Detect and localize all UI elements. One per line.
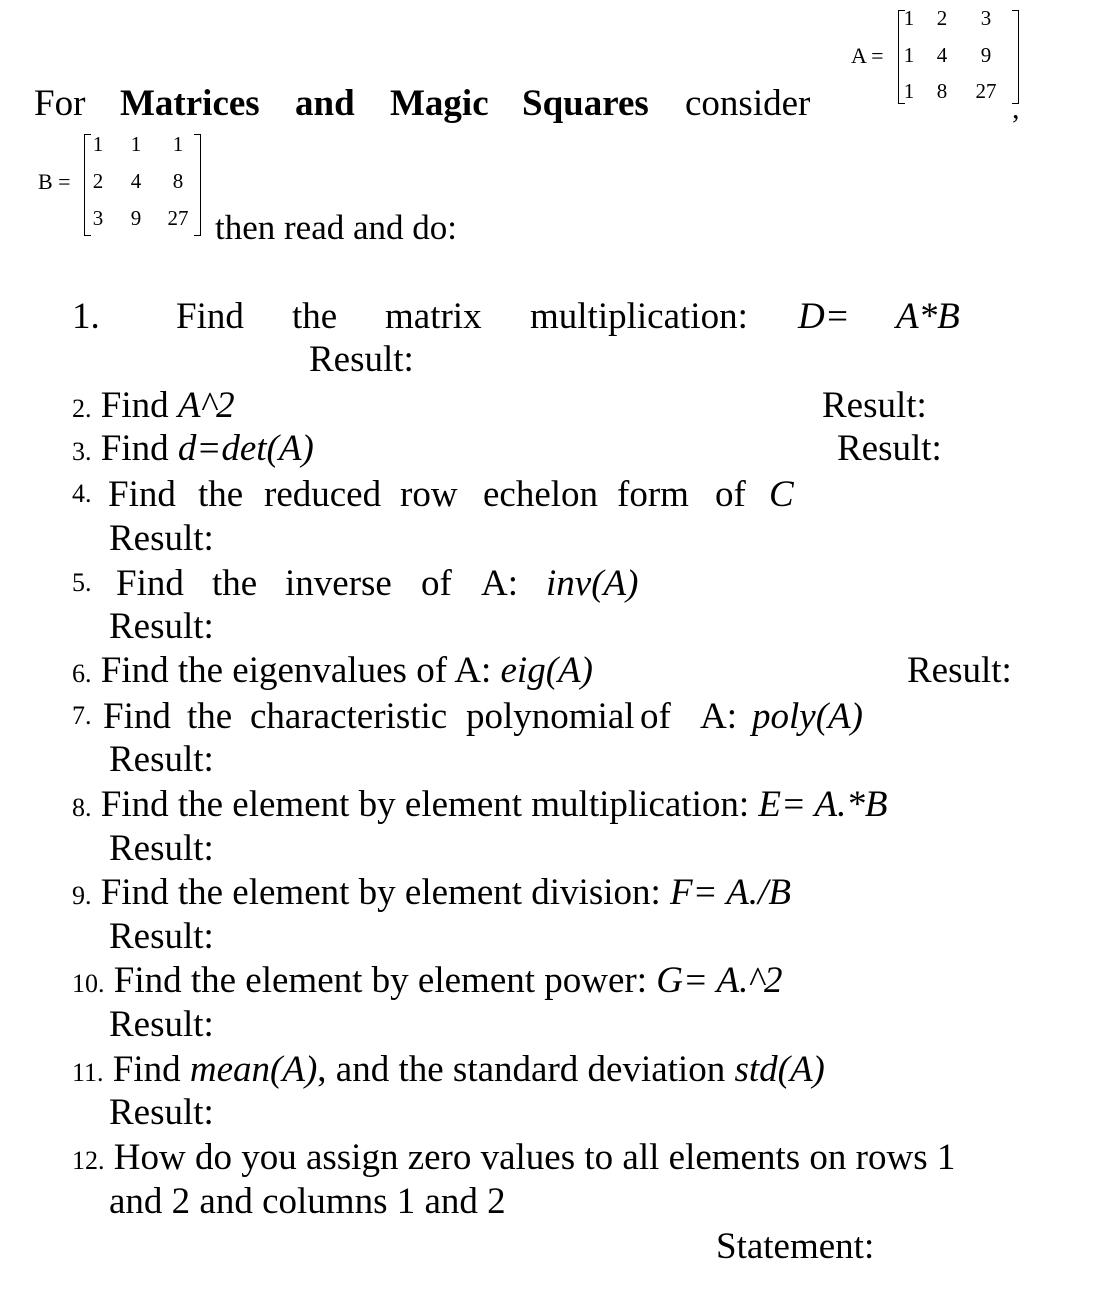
intro-for: For xyxy=(34,83,86,124)
matrix-a-cell: 27 xyxy=(975,79,997,103)
item-number: 12. xyxy=(72,1146,105,1175)
item-word: polynomial xyxy=(466,696,635,737)
item-result: Result: xyxy=(109,1004,214,1045)
item-expression: D= xyxy=(798,296,850,337)
item-number: 6. xyxy=(72,659,92,688)
item-expression: inv(A) xyxy=(546,563,639,604)
item-word: Find xyxy=(108,474,176,515)
item-result: Result: xyxy=(109,606,214,647)
intro-matrices: Matrices xyxy=(120,83,260,124)
matrix-a-cell: 1 xyxy=(903,79,915,103)
matrix-a-label: A = xyxy=(851,43,884,68)
item-word: Find xyxy=(103,696,171,737)
item-line xyxy=(72,430,314,467)
item-line xyxy=(72,962,783,999)
item-result: Result: xyxy=(109,518,214,559)
item-text: Find xyxy=(100,428,178,469)
matrix-a-cell: 9 xyxy=(980,43,992,67)
matrix-a-cell: 1 xyxy=(903,43,915,67)
item-word: row xyxy=(400,474,458,515)
item-expression: E= A.*B xyxy=(758,784,888,825)
item-number: 9. xyxy=(72,881,92,910)
item-number: 11. xyxy=(72,1058,104,1087)
item-result: Result: xyxy=(109,828,214,869)
matrix-b-cell: 3 xyxy=(92,206,104,230)
item-text: Find the element by element multiplication: xyxy=(100,784,759,825)
matrix-b-left-bracket xyxy=(84,134,91,236)
item-word: A: xyxy=(481,563,518,604)
item-result: Result: xyxy=(907,650,1012,691)
item-expression: eig(A) xyxy=(500,650,593,691)
matrix-b-cell: 27 xyxy=(167,206,189,230)
item-line xyxy=(72,1139,955,1176)
item-statement: Statement: xyxy=(716,1226,875,1267)
item-number: 10. xyxy=(72,969,105,998)
intro-consider: consider xyxy=(685,83,811,124)
item-line xyxy=(72,874,791,911)
item-expression: F= A./B xyxy=(670,872,791,913)
item-word: of xyxy=(715,474,746,515)
item-expression: poly(A) xyxy=(752,696,863,737)
item-number: 1. xyxy=(72,296,100,337)
matrix-b-cell: 8 xyxy=(172,169,184,193)
item-text: Find the element by element power: xyxy=(113,960,657,1001)
item-word: the xyxy=(187,696,233,737)
intro-magic: Magic xyxy=(390,83,489,124)
item-word: the xyxy=(292,296,338,337)
matrix-b-right-bracket xyxy=(194,134,201,236)
item-number: 4. xyxy=(72,479,92,508)
item-word: the xyxy=(212,563,258,604)
item-text: Find xyxy=(100,385,178,426)
matrix-b-cell: 9 xyxy=(130,206,142,230)
matrix-a-cell: 2 xyxy=(936,6,948,30)
intro-squares: Squares xyxy=(522,83,649,124)
item-expression: C xyxy=(769,474,794,515)
item-word: matrix xyxy=(385,296,482,337)
matrix-a-cell: 3 xyxy=(980,6,992,30)
item-number: 8. xyxy=(72,793,92,822)
intro-then: then read and do: xyxy=(215,208,457,247)
item-text: , and the standard deviation xyxy=(317,1049,735,1090)
matrix-b-cell: 1 xyxy=(172,132,184,156)
item-result: Result: xyxy=(109,916,214,957)
item-number: 7. xyxy=(72,701,92,730)
matrix-b-cell: 4 xyxy=(130,169,142,193)
matrix-a-cell: 8 xyxy=(936,79,948,103)
item-word: form xyxy=(617,474,689,515)
item-text: Find the element by element division: xyxy=(100,872,671,913)
item-word: of xyxy=(640,696,671,737)
item-word: of xyxy=(421,563,452,604)
matrix-b-label: B = xyxy=(38,169,71,194)
item-word: multiplication: xyxy=(530,296,748,337)
item-expression: mean(A) xyxy=(189,1049,318,1090)
item-number: 5. xyxy=(72,568,92,597)
item-number: 2. xyxy=(72,394,92,423)
item-result: Result: xyxy=(822,385,927,426)
matrix-a-right-bracket xyxy=(1012,10,1019,104)
item-word: reduced xyxy=(264,474,382,515)
item-word: echelon xyxy=(483,474,599,515)
item-expression: d=det(A) xyxy=(177,428,314,469)
matrix-b-cell: 2 xyxy=(92,169,104,193)
item-word: inverse xyxy=(285,563,392,604)
item-text: Find the eigenvalues of A: xyxy=(100,650,501,691)
matrix-b-cell: 1 xyxy=(92,132,104,156)
item-line xyxy=(72,1051,825,1088)
item-result: Result: xyxy=(109,739,214,780)
matrix-a-cell: 1 xyxy=(903,6,915,30)
matrix-a-comma: , xyxy=(1012,92,1020,125)
item-line xyxy=(72,786,888,823)
item-expression: G= A.^2 xyxy=(656,960,783,1001)
item-number: 3. xyxy=(72,437,92,466)
matrix-b-cell: 1 xyxy=(130,132,142,156)
item-expression: A^2 xyxy=(177,385,235,426)
item-text: How do you assign zero values to all elements on rows 1 xyxy=(113,1137,956,1178)
item-word: A: xyxy=(700,696,737,737)
item-word: Find xyxy=(116,563,184,604)
item-result: Result: xyxy=(109,1092,214,1133)
item-expression: A*B xyxy=(896,296,960,337)
item-word: characteristic xyxy=(250,696,448,737)
item-word: the xyxy=(198,474,244,515)
item-word: Find xyxy=(176,296,244,337)
item-text: Find xyxy=(112,1049,190,1090)
item-line xyxy=(72,387,235,424)
intro-and: and xyxy=(295,83,355,124)
item-line xyxy=(72,652,593,689)
item-expression: std(A) xyxy=(734,1049,825,1090)
item-result: Result: xyxy=(837,428,942,469)
item-text: and 2 and columns 1 and 2 xyxy=(109,1181,506,1222)
item-result: Result: xyxy=(309,339,414,380)
matrix-a-cell: 4 xyxy=(936,43,948,67)
